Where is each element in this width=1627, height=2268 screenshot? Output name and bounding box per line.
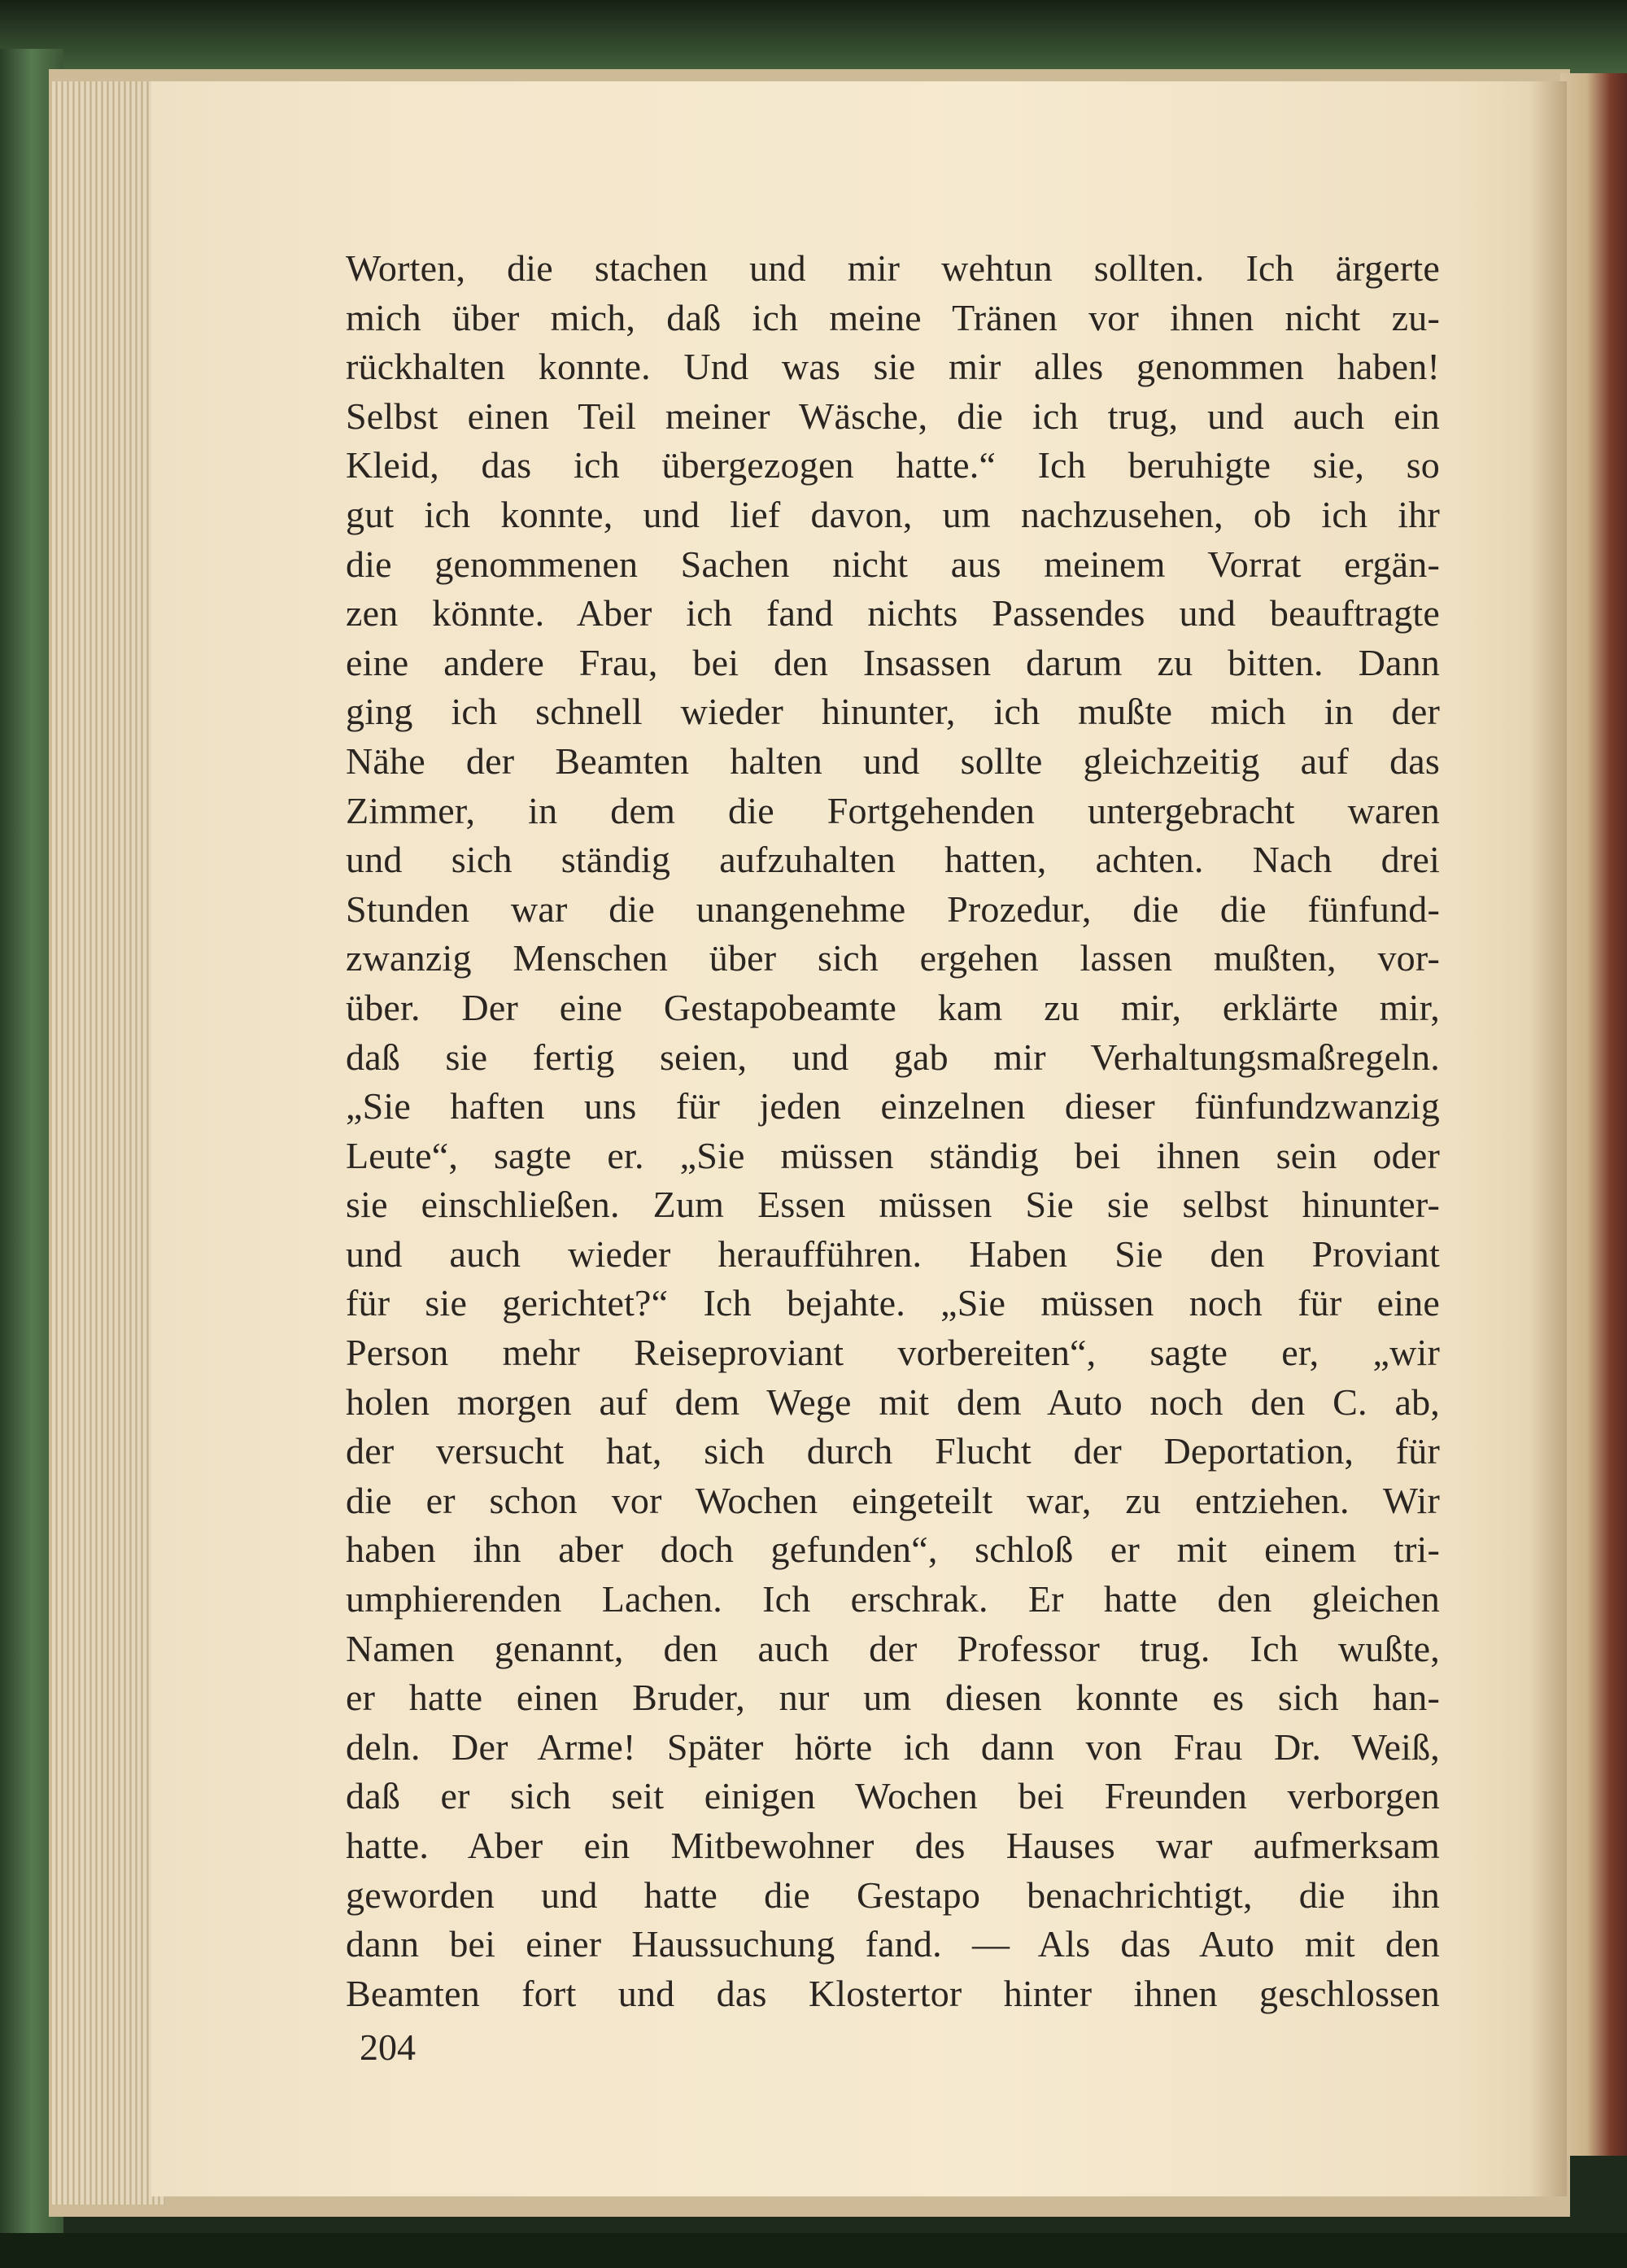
text-line: deln. Der Arme! Später hörte ich dann von Frau Dr. Weiß, <box>346 1725 1440 1768</box>
book-cover-bottom <box>0 2233 1627 2268</box>
text-line: Nähe der Beamten halten und sollte gleichzeitig auf das <box>346 739 1440 782</box>
text-line: gut ich konnte, und lief davon, um nachzusehen, ob ich ihr <box>346 493 1440 535</box>
text-line: zwanzig Menschen über sich ergehen lassen mußten, vor- <box>346 937 1440 979</box>
text-line: für sie gerichtet?“ Ich bejahte. „Sie müssen noch für eine <box>346 1282 1440 1324</box>
text-line: der versucht hat, sich durch Flucht der Deportation, für <box>346 1430 1440 1472</box>
text-line: ging ich schnell wieder hinunter, ich mußte mich in der <box>346 691 1440 733</box>
text-line: rückhalten konnte. Und was sie mir alles genommen haben! <box>346 346 1440 388</box>
text-line: Person mehr Reiseproviant vorbereiten“, sagte er, „wir <box>346 1332 1440 1374</box>
text-line: hatte. Aber ein Mitbewohner des Hauses war aufmerksam <box>346 1825 1440 1866</box>
text-line: über. Der eine Gestapobeamte kam zu mir, erklärte mir, <box>346 986 1440 1028</box>
text-line: und auch wieder heraufführen. Haben Sie den Proviant <box>346 1232 1440 1275</box>
text-line: Stunden war die unangenehme Prozedur, die die fünfund- <box>346 888 1440 930</box>
text-line: sie einschließen. Zum Essen müssen Sie sie selbst hinunter- <box>346 1184 1440 1226</box>
text-line: daß er sich seit einigen Wochen bei Freunden verborgen <box>346 1775 1440 1817</box>
text-line: haben ihn aber doch gefunden“, schloß er mit einem tri- <box>346 1529 1440 1571</box>
text-line: Leute“, sagte er. „Sie müssen ständig bei ihnen sein oder <box>346 1134 1440 1176</box>
text-line: dann bei einer Haussuchung fand. — Als das Auto mit den <box>346 1923 1440 1965</box>
page-number: 204 <box>360 2026 416 2068</box>
text-line: Zimmer, in dem die Fortgehenden untergebracht waren <box>346 789 1440 831</box>
text-line: Worten, die stachen und mir wehtun sollten. Ich ärgerte <box>346 247 1440 289</box>
text-line: Beamten fort und das Klostertor hinter ihnen geschlossen <box>346 1972 1440 2014</box>
page-stack-edges <box>52 81 166 2205</box>
text-line: eine andere Frau, bei den Insassen darum zu bitten. Dann <box>346 641 1440 683</box>
text-line: die er schon vor Wochen eingeteilt war, zu entziehen. Wir <box>346 1479 1440 1521</box>
text-line: und sich ständig aufzuhalten hatten, achten. Nach drei <box>346 839 1440 881</box>
text-line: die genommenen Sachen nicht aus meinem Vorrat ergän- <box>346 543 1440 585</box>
text-line: er hatte einen Bruder, nur um diesen konnte es sich han- <box>346 1677 1440 1719</box>
book-right-edge <box>1560 73 1627 2156</box>
body-text <box>346 244 1440 2018</box>
page-gutter <box>1529 81 1567 2196</box>
text-line: umphierenden Lachen. Ich erschrak. Er hatte den gleichen <box>346 1578 1440 1620</box>
text-line: Namen genannt, den auch der Professor trug. Ich wußte, <box>346 1627 1440 1669</box>
text-line: daß sie fertig seien, und gab mir Verhaltungsmaßregeln. <box>346 1036 1440 1078</box>
text-line: Kleid, das ich übergezogen hatte.“ Ich beruhigte sie, so <box>346 444 1440 486</box>
text-line: Selbst einen Teil meiner Wäsche, die ich trug, und auch ein <box>346 395 1440 437</box>
text-line: „Sie haften uns für jeden einzelnen dieser fünfundzwanzig <box>346 1085 1440 1127</box>
text-line: zen könnte. Aber ich fand nichts Passendes und beauftragte <box>346 592 1440 635</box>
text-line: holen morgen auf dem Wege mit dem Auto noch den C. ab, <box>346 1380 1440 1423</box>
text-line: geworden und hatte die Gestapo benachrichtigt, die ihn <box>346 1873 1440 1916</box>
text-line: mich über mich, daß ich meine Tränen vor ihnen nicht zu- <box>346 296 1440 338</box>
